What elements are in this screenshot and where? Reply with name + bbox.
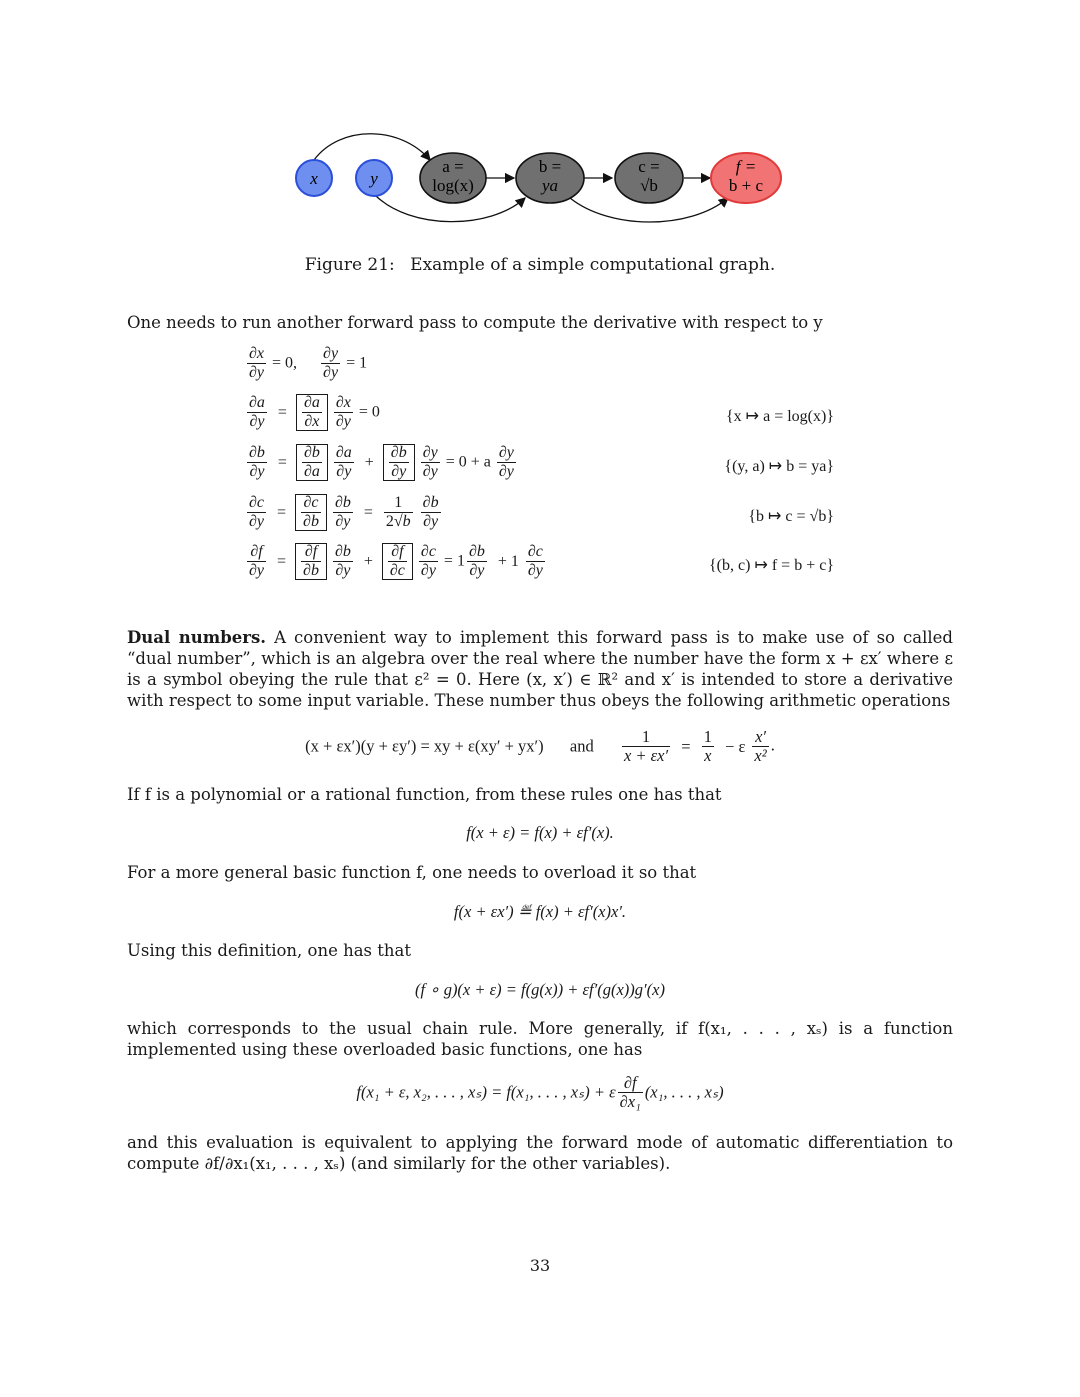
node-c — [615, 153, 683, 203]
eq-row-1: $\frac{\partial x}{\partial y}$ = 0, $\frac{\partial y}{\partial y}$ = 1 — [249, 345, 368, 381]
eq-dual-and: and — [569, 736, 594, 756]
paragraph-polynomial: If f is a polynomial or a rational function, from these rules one has that — [127, 785, 722, 804]
side-note-4: {b ↦ c = √b} — [748, 508, 834, 525]
figure-caption-text: Example of a simple computational graph. — [410, 255, 776, 275]
svg-text:x: x — [310, 169, 318, 188]
svg-text:f =: f = — [735, 157, 757, 176]
svg-text:a =: a = — [442, 157, 464, 176]
svg-text:log(x): log(x) — [432, 176, 474, 195]
paragraph-definition: Using this definition, one has that — [127, 941, 411, 960]
paragraph-conclusion: and this evaluation is equivalent to applying the forward mode of automatic differentiation to compute ∂f/∂x₁(x₁, . . . , xₛ) (and similarly for the other variables). — [127, 1133, 953, 1173]
page-number: 33 — [529, 1256, 551, 1275]
eq-row-5-tail: = 1 — [443, 552, 465, 570]
eq-row-1-val: = 0, — [272, 354, 298, 372]
node-f — [711, 153, 781, 203]
svg-text:c =: c = — [638, 157, 660, 176]
eq-overload: f(x + εx′) ≝ f(x) + εf′(x)x′. — [453, 902, 627, 921]
eq-row-2-tail: = 0 — [358, 403, 380, 421]
node-a — [420, 153, 486, 203]
node-y — [356, 160, 392, 196]
svg-text:y: y — [370, 169, 378, 188]
node-b — [516, 153, 584, 203]
dual-numbers-heading: Dual numbers. — [127, 628, 267, 647]
eq-row-3: $\frac{\partial b}{\partial y}$ = $\frac{\partial b}{\partial a}$ $\frac{\partial a}{\partial y}$ + $\frac{\partial b}{\partial y}$ $\frac{\partial y}{\partial y}$ = 0 + a $\frac{\partial y}{\partial y}$ — [249, 444, 514, 480]
side-note-5: {(b, c) ↦ f = b + c} — [709, 557, 834, 574]
intro-paragraph: One needs to run another forward pass to compute the derivative with respect to y — [127, 313, 823, 332]
eq-multivariate: f(x₁ + ε, x₂, . . . , xₛ) = f(x₁, . . . , xₛ) + ε $\frac{\partial f}{\text{∂x₁}}$ (x₁, . . . , xₛ) — [356, 1073, 724, 1111]
eq-row-5: $\frac{\partial f}{\partial y}$ = $\frac{\partial f}{\partial b}$ $\frac{\partial b}{\partial y}$ + $\frac{\partial f}{\partial c}$ $\frac{\partial c}{\partial y}$ = 1 $\frac{\partial b}{\partial y}$ + 1 $\frac{\partial c}{\partial y}$ — [249, 543, 543, 579]
computational-graph — [280, 120, 800, 230]
side-note-2: {x ↦ a = log(x)} — [726, 408, 834, 425]
side-note-3: {(y, a) ↦ b = ya} — [724, 458, 834, 475]
eq-multivariate-left: f(x₁ + ε, x₂, . . . , xₛ) = f(x₁, . . . , xₛ) + ε — [356, 1082, 616, 1102]
paragraph-chain-rule: which corresponds to the usual chain rule. More generally, if f(x₁, . . . , xₛ) is a function implemented using these overloaded basic functions, one has — [127, 1019, 953, 1059]
eq-row-4: $\frac{\partial c}{\partial y}$ = $\frac{\partial c}{\partial b}$ $\frac{\partial b}{\partial y}$ = $\frac{1}{2√b}$ $\frac{\partial b}{\partial y}$ — [249, 494, 439, 530]
edge-x-a — [314, 134, 430, 160]
eq-polynomial: f(x + ε) = f(x) + εf′(x). — [466, 823, 614, 842]
svg-text:b =: b = — [538, 157, 562, 176]
eq-row-1b-val: = 1 — [346, 354, 368, 372]
eq-chain-rule: (f ∘ g)(x + ε) = f(g(x)) + εf′(g(x))g′(x) — [415, 980, 665, 999]
dual-numbers-paragraph — [127, 627, 953, 711]
figure-caption — [0, 255, 1080, 275]
eq-row-3-tail: = 0 + a — [445, 453, 491, 471]
paragraph-overload: For a more general basic function f, one needs to overload it so that — [127, 863, 697, 882]
figure-label: Figure 21: — [304, 255, 395, 275]
eq-multivariate-right: (x₁, . . . , xₛ) — [644, 1082, 724, 1102]
svg-text:b + c: b + c — [728, 176, 764, 195]
svg-text:√b: √b — [640, 176, 658, 195]
eq-dual-arith: (x + εx′)(y + εy′) = xy + ε(xy′ + yx′) and $\frac{1}{x + \varepsilon x'}$ = $\frac{1}{x}$ − ε $\frac{x'}{\text{x²}}$ . — [305, 727, 775, 765]
svg-text:ya: ya — [541, 176, 559, 195]
dual-numbers-text: A convenient way to implement this forward pass is to make use of so called “dual number”, which is an algebra over the real where the number have the form x + εx′ where ε is a symbol obeying the rule that ε² = 0. Here (x, x′) ∈ ℝ² and x′ is intended to store a derivative with respect to some input variable. These number thus obeys the following arithmetic operations — [127, 628, 953, 710]
node-x — [296, 160, 332, 196]
eq-row-2: $\frac{\partial a}{\partial y}$ = $\frac{\partial a}{\partial x}$ $\frac{\partial x}{\partial y}$ = 0 — [249, 394, 380, 430]
eq-dual-product: (x + εx′)(y + εy′) = xy + ε(xy′ + yx′) — [305, 736, 544, 756]
